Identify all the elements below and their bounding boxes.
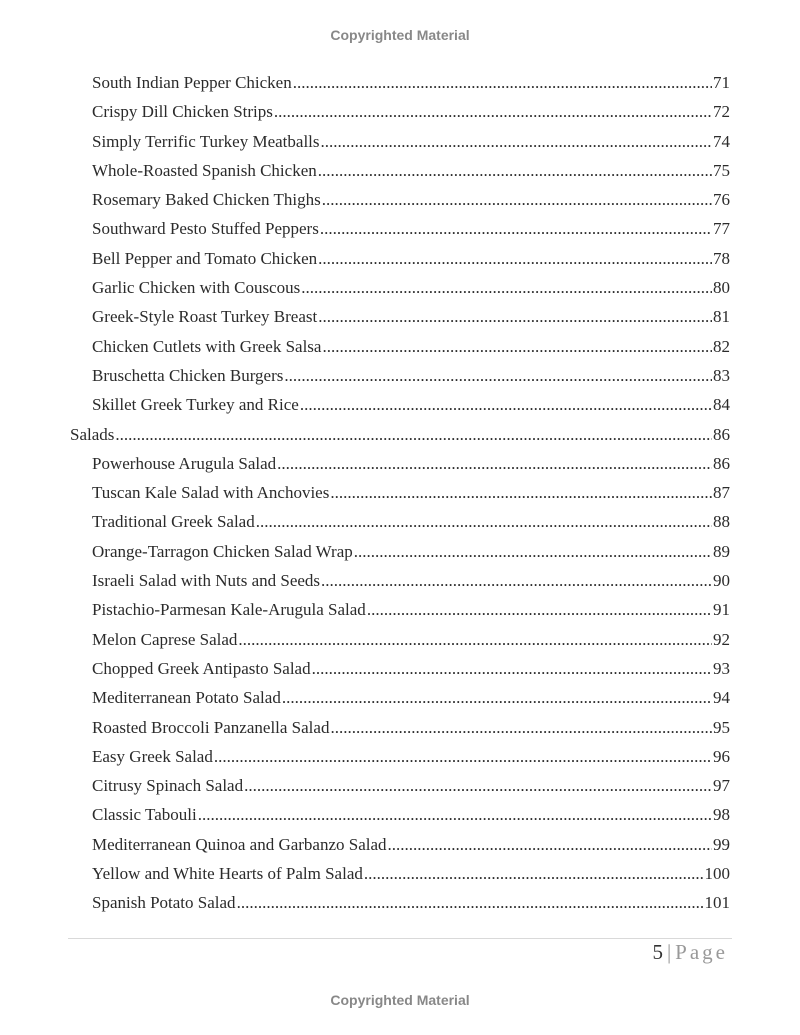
toc-entry[interactable] [70, 595, 730, 624]
toc-entry[interactable] [70, 97, 730, 126]
toc-entry-title: Salads [70, 424, 115, 444]
toc-entry-title: Mediterranean Potato Salad [92, 688, 281, 708]
toc-entry[interactable] [70, 742, 730, 771]
dot-leader [388, 830, 712, 859]
toc-entry[interactable] [70, 830, 730, 859]
toc-entry-page: 72 [713, 102, 730, 122]
toc-entry-page: 100 [704, 864, 730, 884]
toc-entry-title: Mediterranean Quinoa and Garbanzo Salad [92, 834, 387, 854]
dot-leader [322, 185, 712, 214]
dot-leader [321, 127, 712, 156]
toc-entry[interactable] [70, 449, 730, 478]
toc-entry[interactable] [70, 390, 730, 419]
toc-entry-title: Simply Terrific Turkey Meatballs [92, 131, 320, 151]
toc-entry-title: Easy Greek Salad [92, 746, 213, 766]
toc-entry[interactable] [70, 888, 730, 917]
toc-entry-title: Skillet Greek Turkey and Rice [92, 395, 299, 415]
toc-entry[interactable] [70, 859, 730, 888]
toc-entry-page: 80 [713, 278, 730, 298]
toc-entry-page: 75 [713, 160, 730, 180]
toc-entry-page: 77 [713, 219, 730, 239]
toc-entry-title: Chicken Cutlets with Greek Salsa [92, 336, 322, 356]
toc-entry-title: Roasted Broccoli Panzanella Salad [92, 717, 330, 737]
toc-entry[interactable] [70, 302, 730, 331]
toc-entry-page: 78 [713, 248, 730, 268]
toc-entry-page: 92 [713, 629, 730, 649]
toc-entry-page: 71 [713, 73, 730, 92]
dot-leader [115, 420, 712, 449]
toc-entry-page: 96 [713, 746, 730, 766]
toc-entry-title: Israeli Salad with Nuts and Seeds [92, 571, 321, 591]
toc-entry-page: 97 [713, 776, 730, 796]
toc-entry-title: Spanish Potato Salad [92, 893, 236, 913]
dot-leader [256, 507, 712, 536]
toc-entry-page: 99 [713, 834, 730, 854]
dot-leader [293, 68, 712, 97]
toc-entry-page: 82 [713, 336, 730, 356]
toc-entry-title: Greek-Style Roast Turkey Breast [92, 307, 318, 327]
toc-entry[interactable] [70, 566, 730, 595]
toc-entry-page: 84 [713, 395, 730, 415]
toc-entry[interactable] [70, 507, 730, 536]
toc-entry-page: 95 [713, 717, 730, 737]
toc-entry[interactable] [70, 244, 730, 273]
toc-entry[interactable] [70, 68, 730, 97]
toc-entry[interactable] [70, 683, 730, 712]
dot-leader [301, 273, 712, 302]
toc-entry-page: 88 [713, 512, 730, 532]
toc-entry-page: 94 [713, 688, 730, 708]
dot-leader [277, 449, 712, 478]
toc-entry-title: Orange-Tarragon Chicken Salad Wrap [92, 541, 353, 561]
toc-entry[interactable] [70, 625, 730, 654]
toc-entry[interactable] [70, 127, 730, 156]
toc-entry[interactable] [70, 185, 730, 214]
dot-leader [367, 595, 712, 624]
toc-entry[interactable] [70, 156, 730, 185]
page-separator: | [666, 940, 672, 964]
toc-entry-title: Whole-Roasted Spanish Chicken [92, 160, 317, 180]
toc-entry-page: 74 [713, 131, 730, 151]
footer-divider [68, 938, 732, 939]
toc-entry-title: Powerhouse Arugula Salad [92, 453, 277, 473]
toc-entry[interactable] [70, 537, 730, 566]
toc-entry-title: Pistachio-Parmesan Kale-Arugula Salad [92, 600, 366, 620]
toc-entry-title: Melon Caprese Salad [92, 629, 238, 649]
toc-entry[interactable] [70, 273, 730, 302]
toc-entry-page: 76 [713, 190, 730, 210]
toc-entry[interactable] [70, 361, 730, 390]
dot-leader [318, 156, 712, 185]
dot-leader [330, 713, 712, 742]
dot-leader [214, 742, 712, 771]
toc-entry-title: Yellow and White Hearts of Palm Salad [92, 864, 363, 884]
toc-entry-page: 101 [704, 893, 730, 913]
page-label: Page [675, 940, 728, 964]
toc-entry-page: 86 [713, 453, 730, 473]
toc-entry-page: 89 [713, 541, 730, 561]
toc-entry[interactable] [70, 332, 730, 361]
dot-leader [300, 390, 712, 419]
toc-entry-title: Classic Tabouli [92, 805, 197, 825]
toc-entry-title: Traditional Greek Salad [92, 512, 255, 532]
dot-leader [198, 800, 712, 829]
dot-leader [318, 302, 712, 331]
toc-entry[interactable] [70, 771, 730, 800]
toc-entry-title: Rosemary Baked Chicken Thighs [92, 190, 321, 210]
toc-entry-title: South Indian Pepper Chicken [92, 73, 292, 92]
dot-leader [354, 537, 712, 566]
copyright-notice-top: Copyrighted Material [330, 27, 470, 43]
page-number: 5 [652, 940, 663, 964]
toc-entry[interactable] [70, 800, 730, 829]
toc-section-entry[interactable] [70, 420, 730, 449]
dot-leader [330, 478, 712, 507]
toc-entry-page: 87 [713, 483, 730, 503]
toc-entry[interactable] [70, 654, 730, 683]
toc-entry-title: Citrusy Spinach Salad [92, 776, 244, 796]
toc-entry-title: Southward Pesto Stuffed Peppers [92, 219, 319, 239]
dot-leader [321, 566, 712, 595]
toc-entry-title: Garlic Chicken with Couscous [92, 278, 301, 298]
copyright-notice-bottom: Copyrighted Material [330, 992, 470, 1008]
toc-entry-page: 91 [713, 600, 730, 620]
dot-leader [364, 859, 704, 888]
dot-leader [274, 97, 712, 126]
dot-leader [244, 771, 712, 800]
toc-entry-page: 83 [713, 365, 730, 385]
toc-entry-page: 81 [713, 307, 730, 327]
table-of-contents [70, 68, 730, 918]
dot-leader [282, 683, 712, 712]
page-footer [652, 940, 728, 965]
dot-leader [312, 654, 712, 683]
toc-entry-page: 98 [713, 805, 730, 825]
toc-entry-page: 86 [713, 424, 730, 444]
toc-entry-title: Bruschetta Chicken Burgers [92, 365, 284, 385]
toc-entry-title: Tuscan Kale Salad with Anchovies [92, 483, 330, 503]
dot-leader [238, 625, 712, 654]
dot-leader [322, 332, 712, 361]
toc-entry-title: Crispy Dill Chicken Strips [92, 102, 273, 122]
dot-leader [284, 361, 712, 390]
toc-entry[interactable] [70, 478, 730, 507]
toc-entry-page: 90 [713, 571, 730, 591]
dot-leader [320, 214, 712, 243]
dot-leader [237, 888, 704, 917]
toc-entry[interactable] [70, 713, 730, 742]
dot-leader [318, 244, 712, 273]
toc-entry-page: 93 [713, 658, 730, 678]
toc-entry-title: Chopped Greek Antipasto Salad [92, 658, 311, 678]
toc-entry[interactable] [70, 214, 730, 243]
toc-entry-title: Bell Pepper and Tomato Chicken [92, 248, 318, 268]
